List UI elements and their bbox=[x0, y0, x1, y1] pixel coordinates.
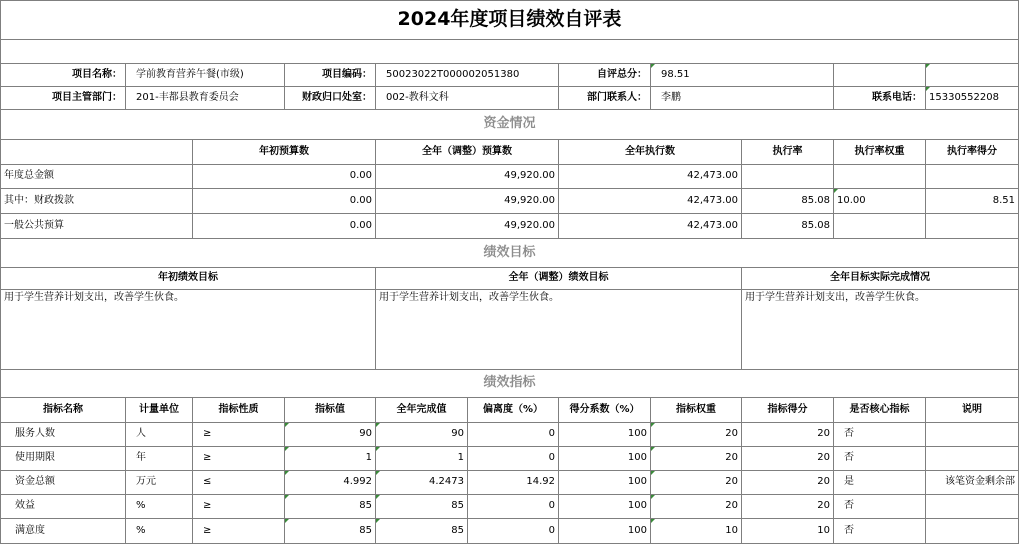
funds-row-label: 其中：财政拨款 bbox=[0, 189, 193, 214]
ind-score[interactable]: 10 bbox=[742, 519, 834, 544]
funds-weight[interactable] bbox=[834, 214, 926, 239]
ind-note[interactable] bbox=[926, 519, 1019, 544]
ind-actual[interactable]: 4.2473 bbox=[376, 471, 468, 495]
ind-note[interactable]: 该笔资金剩余部 bbox=[926, 471, 1019, 495]
ind-name[interactable]: 服务人数 bbox=[0, 423, 126, 447]
funds-executed[interactable]: 42,473.00 bbox=[559, 214, 742, 239]
total-score-label: 自评总分： bbox=[559, 64, 651, 87]
ind-coef[interactable]: 100 bbox=[559, 495, 651, 519]
ind-nature[interactable]: ≥ bbox=[193, 519, 285, 544]
ind-name[interactable]: 满意度 bbox=[0, 519, 126, 544]
ind-unit[interactable]: % bbox=[126, 495, 193, 519]
funds-initial[interactable]: 0.00 bbox=[193, 214, 376, 239]
ind-header-score: 指标得分 bbox=[742, 398, 834, 423]
ind-header-actual: 全年完成值 bbox=[376, 398, 468, 423]
ind-score[interactable]: 20 bbox=[742, 447, 834, 471]
funds-header-executed: 全年执行数 bbox=[559, 140, 742, 165]
ind-score[interactable]: 20 bbox=[742, 423, 834, 447]
ind-weight[interactable]: 20 bbox=[651, 447, 742, 471]
ind-unit[interactable]: % bbox=[126, 519, 193, 544]
ind-deviation[interactable]: 0 bbox=[468, 447, 559, 471]
funds-rate[interactable]: 85.08 bbox=[742, 214, 834, 239]
ind-core[interactable]: 否 bbox=[834, 519, 926, 544]
ind-name[interactable]: 效益 bbox=[0, 495, 126, 519]
ind-nature[interactable]: ≥ bbox=[193, 447, 285, 471]
funds-executed[interactable]: 42,473.00 bbox=[559, 189, 742, 214]
ind-score[interactable]: 20 bbox=[742, 495, 834, 519]
ind-deviation[interactable]: 0 bbox=[468, 423, 559, 447]
funds-header-blank bbox=[0, 140, 193, 165]
ind-note[interactable] bbox=[926, 495, 1019, 519]
ind-header-name: 指标名称 bbox=[0, 398, 126, 423]
phone-value[interactable]: 15330552208 bbox=[926, 87, 1019, 110]
page-title: 2024年度项目绩效自评表 bbox=[0, 0, 1019, 40]
ind-core[interactable]: 否 bbox=[834, 495, 926, 519]
goal-initial-text[interactable]: 用于学生营养计划支出，改善学生伙食。 bbox=[0, 290, 376, 370]
project-name-label: 项目名称： bbox=[0, 64, 126, 87]
ind-target[interactable]: 4.992 bbox=[285, 471, 376, 495]
funds-initial[interactable]: 0.00 bbox=[193, 165, 376, 189]
ind-target[interactable]: 85 bbox=[285, 495, 376, 519]
dept-value[interactable]: 201-丰都县教育委员会 bbox=[126, 87, 285, 110]
funds-score[interactable] bbox=[926, 165, 1019, 189]
ind-actual[interactable]: 1 bbox=[376, 447, 468, 471]
funds-header-adjusted: 全年（调整）预算数 bbox=[376, 140, 559, 165]
funds-adjusted[interactable]: 49,920.00 bbox=[376, 165, 559, 189]
ind-coef[interactable]: 100 bbox=[559, 471, 651, 495]
ind-target[interactable]: 1 bbox=[285, 447, 376, 471]
funds-header-weight: 执行率权重 bbox=[834, 140, 926, 165]
ind-weight[interactable]: 20 bbox=[651, 495, 742, 519]
ind-header-unit: 计量单位 bbox=[126, 398, 193, 423]
blank-row bbox=[0, 40, 1019, 64]
finance-value[interactable]: 002-教科文科 bbox=[376, 87, 559, 110]
ind-core[interactable]: 是 bbox=[834, 471, 926, 495]
ind-weight[interactable]: 20 bbox=[651, 471, 742, 495]
funds-section-title: 资金情况 bbox=[0, 110, 1019, 140]
contact-value[interactable]: 李鹏 bbox=[651, 87, 834, 110]
ind-header-target: 指标值 bbox=[285, 398, 376, 423]
funds-header-initial: 年初预算数 bbox=[193, 140, 376, 165]
contact-label: 部门联系人： bbox=[559, 87, 651, 110]
ind-core[interactable]: 否 bbox=[834, 447, 926, 471]
funds-weight[interactable]: 10.00 bbox=[834, 189, 926, 214]
funds-executed[interactable]: 42,473.00 bbox=[559, 165, 742, 189]
ind-header-nature: 指标性质 bbox=[193, 398, 285, 423]
ind-name[interactable]: 资金总额 bbox=[0, 471, 126, 495]
info-blank[interactable] bbox=[834, 64, 926, 87]
ind-actual[interactable]: 85 bbox=[376, 495, 468, 519]
project-name-value[interactable]: 学前教育营养午餐(市级) bbox=[126, 64, 285, 87]
ind-note[interactable] bbox=[926, 423, 1019, 447]
funds-row-label: 一般公共预算 bbox=[0, 214, 193, 239]
funds-row-label: 年度总金额 bbox=[0, 165, 193, 189]
ind-deviation[interactable]: 14.92 bbox=[468, 471, 559, 495]
funds-score[interactable]: 8.51 bbox=[926, 189, 1019, 214]
ind-nature[interactable]: ≥ bbox=[193, 423, 285, 447]
funds-weight[interactable] bbox=[834, 165, 926, 189]
finance-label: 财政归口处室： bbox=[285, 87, 376, 110]
phone-label: 联系电话： bbox=[834, 87, 926, 110]
ind-weight[interactable]: 20 bbox=[651, 423, 742, 447]
project-code-value[interactable]: 50023022T000002051380 bbox=[376, 64, 559, 87]
ind-nature[interactable]: ≤ bbox=[193, 471, 285, 495]
ind-unit[interactable]: 年 bbox=[126, 447, 193, 471]
ind-actual[interactable]: 90 bbox=[376, 423, 468, 447]
total-score-value[interactable]: 98.51 bbox=[651, 64, 834, 87]
funds-score[interactable] bbox=[926, 214, 1019, 239]
ind-actual[interactable]: 85 bbox=[376, 519, 468, 544]
ind-header-deviation: 偏离度（%） bbox=[468, 398, 559, 423]
goal-adjusted-text[interactable]: 用于学生营养计划支出，改善学生伙食。 bbox=[376, 290, 742, 370]
info-blank[interactable] bbox=[926, 64, 1019, 87]
dept-label: 项目主管部门： bbox=[0, 87, 126, 110]
funds-header-score: 执行率得分 bbox=[926, 140, 1019, 165]
ind-header-core: 是否核心指标 bbox=[834, 398, 926, 423]
funds-initial[interactable]: 0.00 bbox=[193, 189, 376, 214]
ind-header-weight: 指标权重 bbox=[651, 398, 742, 423]
ind-target[interactable]: 90 bbox=[285, 423, 376, 447]
ind-core[interactable]: 否 bbox=[834, 423, 926, 447]
project-code-label: 项目编码： bbox=[285, 64, 376, 87]
funds-adjusted[interactable]: 49,920.00 bbox=[376, 189, 559, 214]
goals-header-initial: 年初绩效目标 bbox=[0, 268, 376, 290]
funds-adjusted[interactable]: 49,920.00 bbox=[376, 214, 559, 239]
ind-coef[interactable]: 100 bbox=[559, 423, 651, 447]
ind-coef[interactable]: 100 bbox=[559, 447, 651, 471]
goal-actual-text[interactable]: 用于学生营养计划支出，改善学生伙食。 bbox=[742, 290, 1019, 370]
ind-header-note: 说明 bbox=[926, 398, 1019, 423]
ind-weight[interactable]: 10 bbox=[651, 519, 742, 544]
goals-header-actual: 全年目标实际完成情况 bbox=[742, 268, 1019, 290]
ind-nature[interactable]: ≥ bbox=[193, 495, 285, 519]
goals-section-title: 绩效目标 bbox=[0, 239, 1019, 268]
ind-deviation[interactable]: 0 bbox=[468, 495, 559, 519]
funds-header-rate: 执行率 bbox=[742, 140, 834, 165]
funds-rate[interactable]: 85.08 bbox=[742, 189, 834, 214]
ind-target[interactable]: 85 bbox=[285, 519, 376, 544]
ind-deviation[interactable]: 0 bbox=[468, 519, 559, 544]
ind-unit[interactable]: 万元 bbox=[126, 471, 193, 495]
ind-header-coef: 得分系数（%） bbox=[559, 398, 651, 423]
ind-coef[interactable]: 100 bbox=[559, 519, 651, 544]
indicators-section-title: 绩效指标 bbox=[0, 370, 1019, 398]
ind-unit[interactable]: 人 bbox=[126, 423, 193, 447]
ind-score[interactable]: 20 bbox=[742, 471, 834, 495]
ind-note[interactable] bbox=[926, 447, 1019, 471]
funds-rate[interactable] bbox=[742, 165, 834, 189]
goals-header-adjusted: 全年（调整）绩效目标 bbox=[376, 268, 742, 290]
ind-name[interactable]: 使用期限 bbox=[0, 447, 126, 471]
